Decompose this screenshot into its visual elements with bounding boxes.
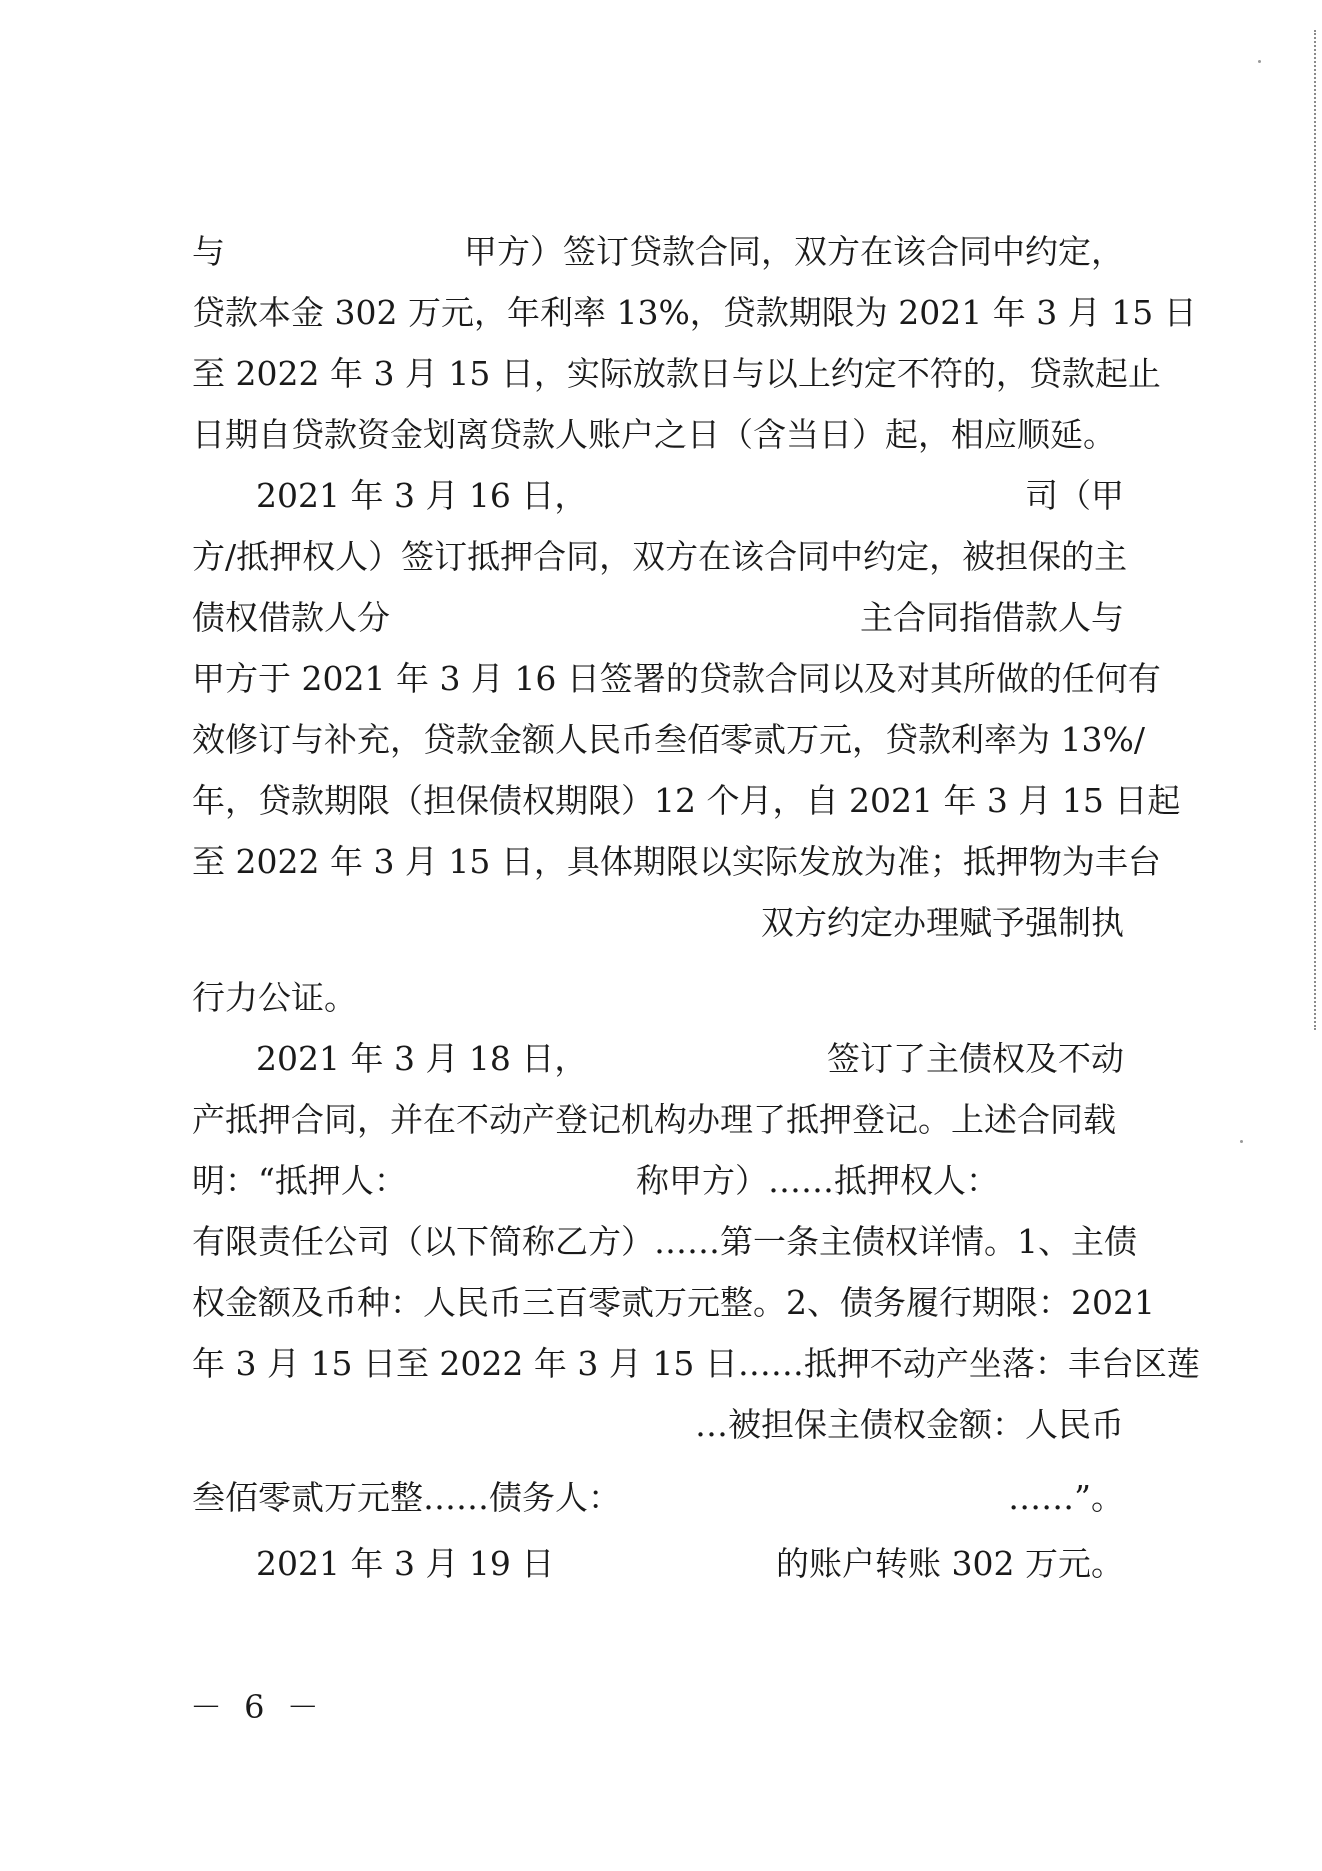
text-line (192, 222, 1124, 282)
text-segment: 至 2022 年 3 月 15 日，实际放款日与以上约定不符的，贷款起止 (192, 354, 1161, 393)
text-segment: 至 2022 年 3 月 15 日，具体期限以实际发放为准；抵押物为丰台 (192, 842, 1161, 881)
text-line (192, 344, 1161, 404)
text-segment: 有限责任公司（以下简称乙方）……第一条主债权详情。1、主债 (192, 1222, 1137, 1261)
text-segment: …被担保主债权金额：人民币 (695, 1405, 1124, 1444)
text-segment: 方/抵押权人）签订抵押合同，双方在该合同中约定，被担保的主 (192, 537, 1128, 576)
text-line (192, 1273, 1155, 1333)
text-line (192, 527, 1128, 587)
text-line (192, 968, 1124, 1028)
text-line (192, 649, 1161, 709)
text-line (192, 832, 1161, 892)
text-line (192, 283, 1197, 343)
text-segment: 签订了主债权及不动 (827, 1039, 1124, 1078)
text-line (192, 1395, 1124, 1455)
text-segment: 年 3 月 15 日至 2022 年 3 月 15 日……抵押不动产坐落：丰台区莲 (192, 1344, 1200, 1383)
scan-speck (1258, 60, 1261, 63)
text-line (192, 1534, 1124, 1594)
text-line (192, 405, 1124, 465)
text-segment: ……”。 (1008, 1478, 1124, 1517)
binding-edge-mark (1314, 30, 1316, 1030)
text-segment: 2021 年 3 月 18 日， (256, 1039, 588, 1078)
text-segment: 称甲方）……抵押权人： (636, 1161, 999, 1200)
text-line (192, 588, 1124, 648)
text-line (192, 710, 1145, 770)
text-segment: 2021 年 3 月 19 日 (256, 1544, 555, 1583)
text-segment: 司（甲 (1025, 476, 1124, 515)
text-segment: 2021 年 3 月 16 日， (256, 476, 588, 515)
text-line (192, 466, 1124, 526)
text-segment: 主合同指借款人与 (860, 598, 1124, 637)
text-segment: 明：“抵押人： (192, 1161, 407, 1200)
text-line (192, 1029, 1124, 1089)
text-line (192, 1334, 1200, 1394)
text-line (192, 893, 1124, 953)
text-segment: 双方约定办理赋予强制执 (761, 903, 1124, 942)
text-segment: 的账户转账 302 万元。 (776, 1544, 1124, 1583)
text-segment: 叁佰零贰万元整……债务人： (192, 1478, 621, 1517)
scan-speck (1240, 1140, 1243, 1143)
text-line (192, 1090, 1124, 1150)
text-segment: 债权借款人分 (192, 598, 390, 637)
text-segment: 甲方于 2021 年 3 月 16 日签署的贷款合同以及对其所做的任何有 (192, 659, 1161, 698)
text-segment: 甲方）签订贷款合同，双方在该合同中约定， (464, 232, 1124, 271)
text-line (192, 1212, 1137, 1272)
text-segment: 权金额及币种：人民币三百零贰万元整。2、债务履行期限：2021 (192, 1283, 1155, 1322)
text-segment: 产抵押合同，并在不动产登记机构办理了抵押登记。上述合同载 (192, 1100, 1116, 1139)
text-segment: 与 (192, 232, 225, 271)
text-segment: 贷款本金 302 万元，年利率 13%，贷款期限为 2021 年 3 月 15 日 (192, 293, 1197, 332)
text-segment: 日期自贷款资金划离贷款人账户之日（含当日）起，相应顺延。 (192, 415, 1116, 454)
text-line (192, 1151, 1124, 1211)
text-segment: 行力公证。 (192, 978, 357, 1017)
text-segment: 年，贷款期限（担保债权期限）12 个月，自 2021 年 3 月 15 日起 (192, 781, 1181, 820)
text-segment: 效修订与补充，贷款金额人民币叁佰零贰万元，贷款利率为 13%/ (192, 720, 1145, 759)
text-line (192, 771, 1181, 831)
text-line (192, 1468, 1124, 1528)
page-number: － 6 － (190, 1688, 325, 1726)
